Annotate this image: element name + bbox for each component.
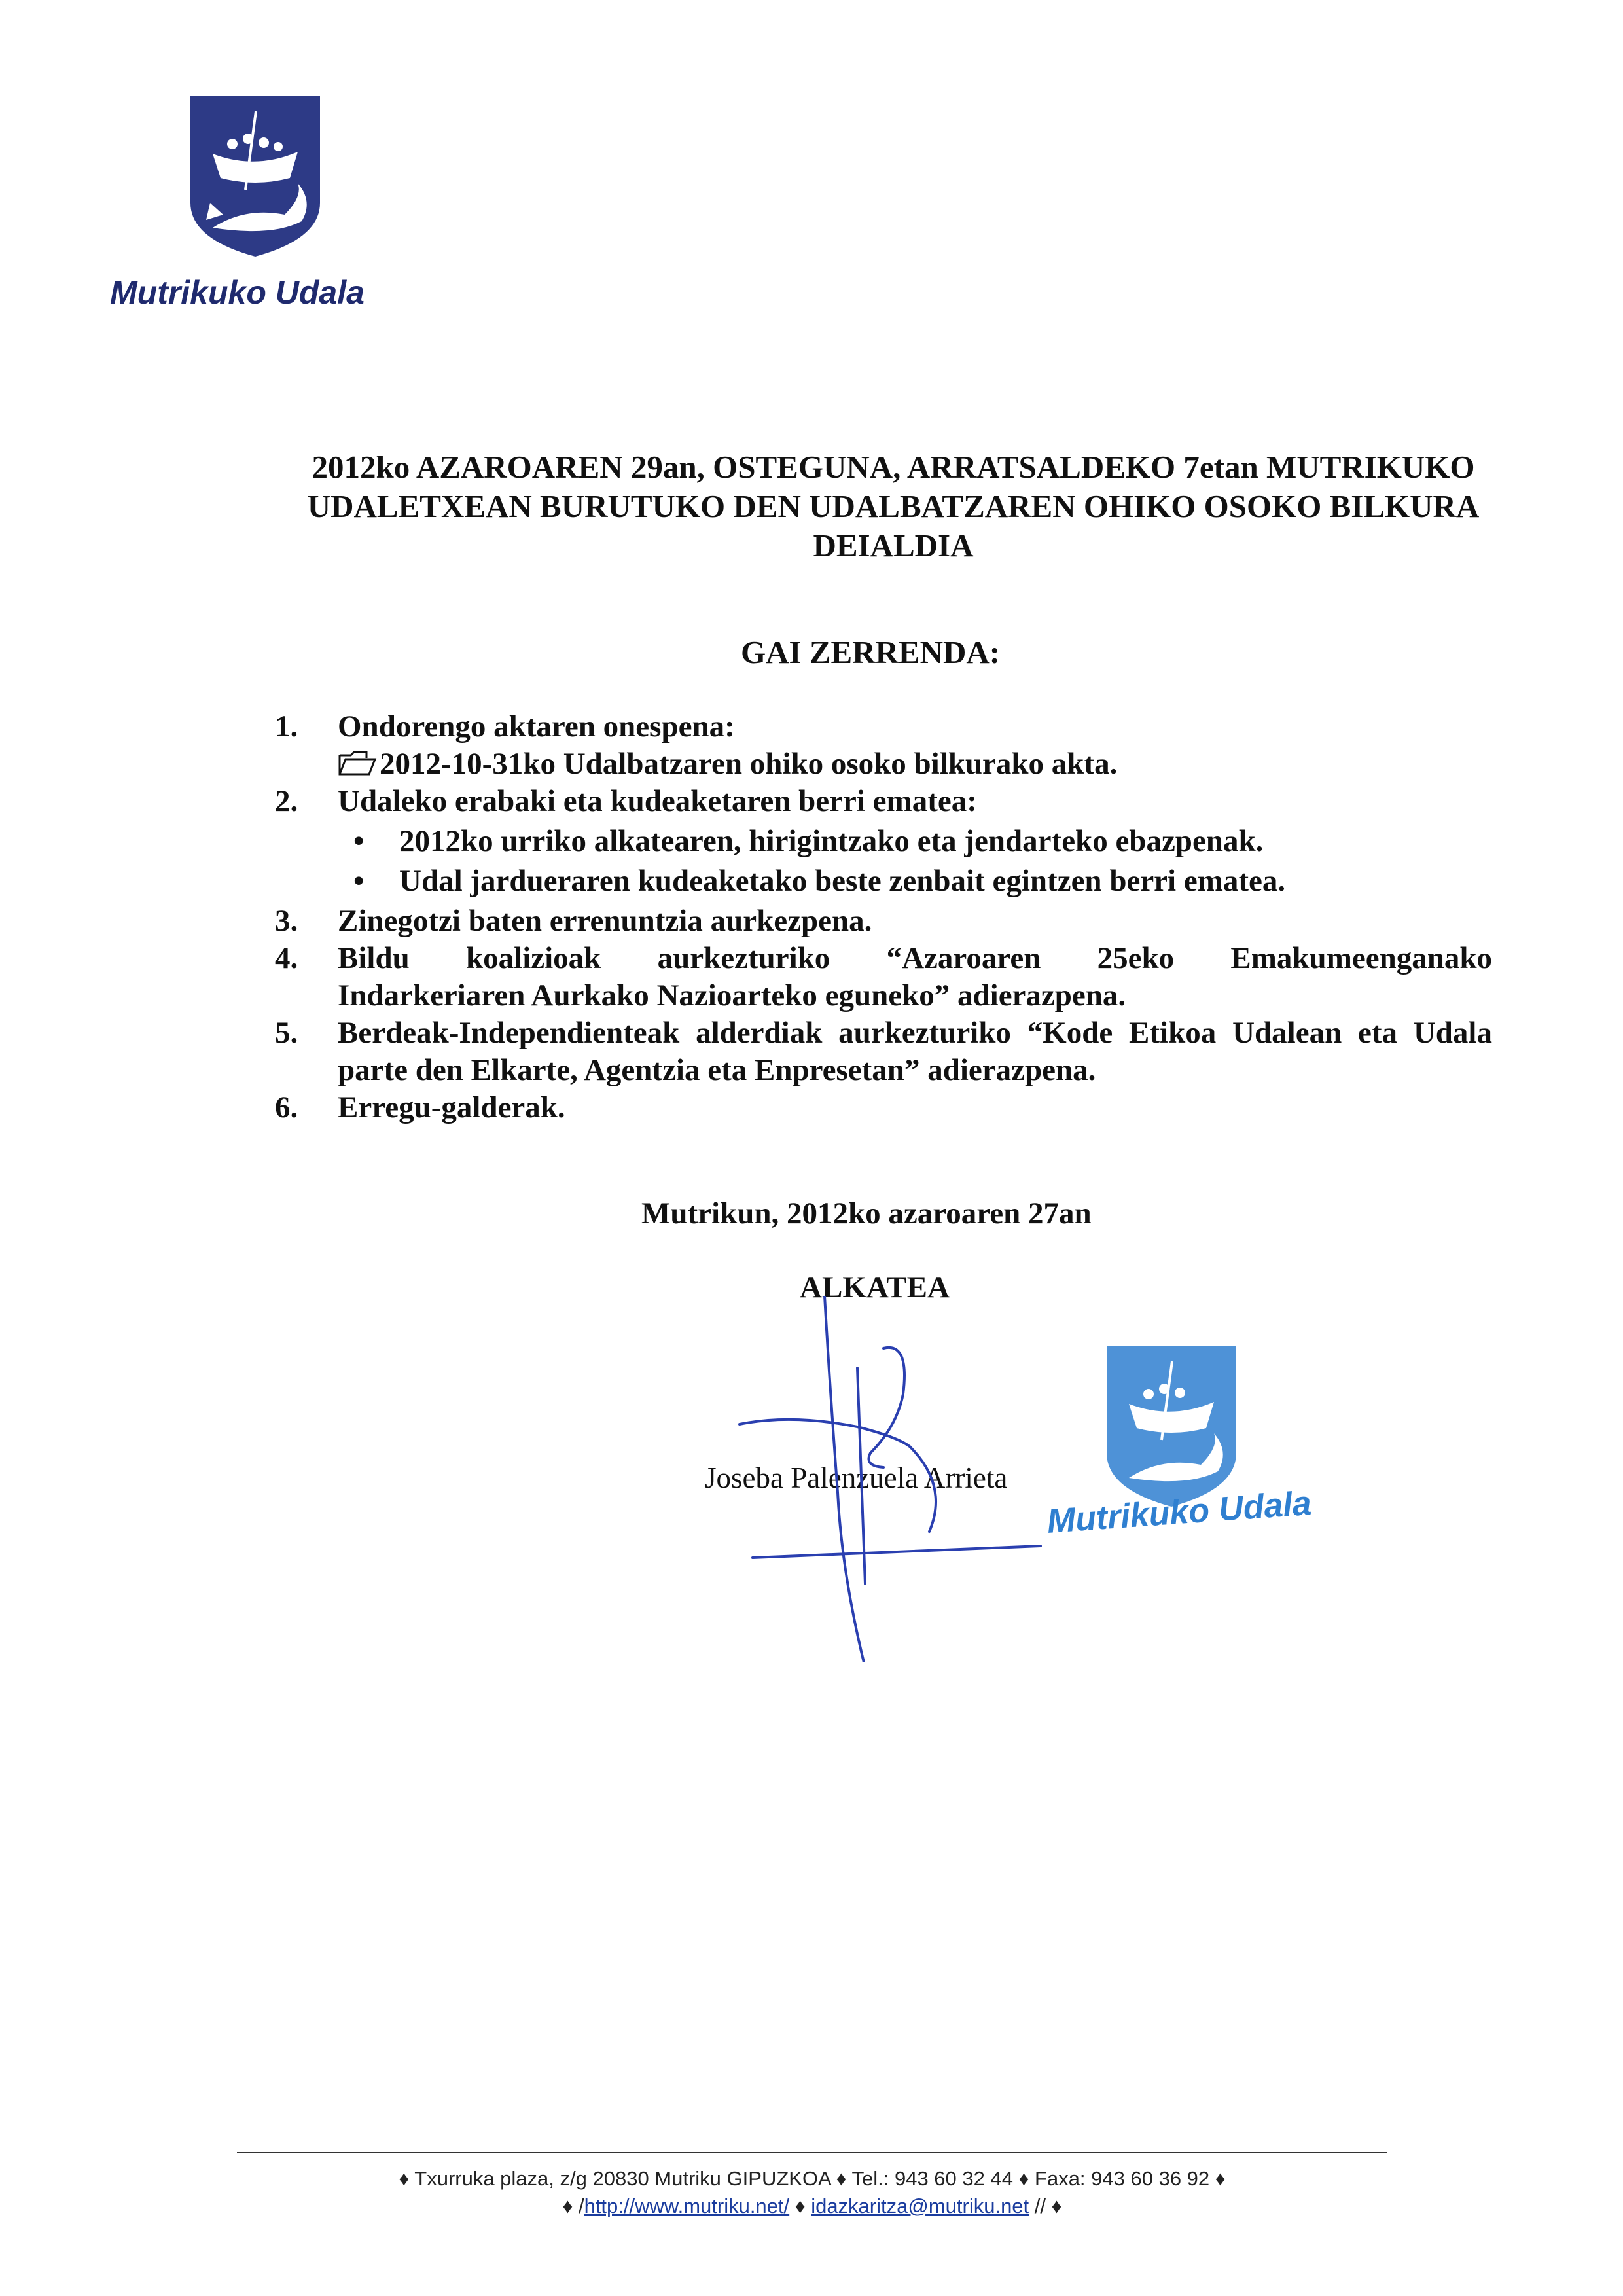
bullet-icon: • <box>353 864 365 898</box>
agenda-item-number: 5. <box>275 1016 298 1050</box>
agenda-subitem-text: Udal jardueraren kudeaketako beste zenbait egintzen berri ematea. <box>399 864 1286 898</box>
folder-icon <box>338 750 377 776</box>
agenda-item <box>275 903 1492 940</box>
website-link[interactable]: http://www.mutriku.net/ <box>584 2195 790 2217</box>
stamp-wordmark: Mutrikuko Udala <box>1045 1484 1313 1541</box>
document-title <box>262 448 1525 565</box>
agenda-subitem-text: 2012ko urriko alkatearen, hirigintzako eta jendarteko ebazpenak. <box>399 824 1264 858</box>
footer-links <box>237 2193 1387 2220</box>
footer-divider <box>237 2152 1387 2153</box>
agenda-item-text: parte den Elkarte, Agentzia eta Enpresetan” adierazpena. <box>338 1053 1096 1087</box>
footer-separator: ♦ / <box>562 2195 584 2217</box>
agenda-item-text: Zinegotzi baten errenuntzia aurkezpena. <box>338 904 872 938</box>
agenda-item-number: 4. <box>275 941 298 975</box>
bullet-icon: • <box>353 824 365 858</box>
agenda-item-text: Bildu koalizioak aurkezturiko “Azaroaren 25eko Emakumeenganako <box>338 941 1492 975</box>
agenda-list <box>275 708 1492 1126</box>
municipal-crest-logo <box>187 92 324 262</box>
signer-name: Joseba Palenzuela Arrieta <box>705 1462 1008 1494</box>
agenda-item-number: 2. <box>275 784 298 818</box>
agenda-subitem <box>338 823 1492 860</box>
footer-address: ♦ Txurruka plaza, z/g 20830 Mutriku GIPUZKOA ♦ Tel.: 943 60 32 44 ♦ Faxa: 943 60 36 92 ♦ <box>399 2167 1226 2190</box>
title-line: UDALETXEAN BURUTUKO DEN UDALBATZAREN OHIKO OSOKO BILKURA <box>307 488 1480 524</box>
agenda-item-number: 3. <box>275 904 298 938</box>
signer-role: ALKATEA <box>800 1270 950 1304</box>
agenda-item <box>275 708 1492 783</box>
handwritten-signature <box>713 1296 1080 1662</box>
agenda-item-text: Udaleko erabaki eta kudeaketaren berri ematea: <box>338 784 977 818</box>
title-line: DEIALDIA <box>813 528 974 564</box>
footer-separator: ♦ <box>789 2195 812 2217</box>
agenda-item-number: 1. <box>275 709 298 744</box>
agenda-subitem <box>338 863 1492 900</box>
agenda-heading: GAI ZERRENDA: <box>740 634 1001 670</box>
footer <box>237 2165 1387 2220</box>
agenda-item-subtext: 2012-10-31ko Udalbatzaren ohiko osoko bilkurako akta. <box>380 747 1118 781</box>
agenda-item <box>275 940 1492 1014</box>
email-link[interactable]: idazkaritza@mutriku.net <box>811 2195 1029 2217</box>
municipal-stamp <box>1103 1342 1240 1512</box>
place-and-date: Mutrikun, 2012ko azaroaren 27an <box>641 1196 1092 1230</box>
agenda-item-number: 6. <box>275 1090 298 1124</box>
footer-separator: // ♦ <box>1029 2195 1062 2217</box>
agenda-item-text: Erregu-galderak. <box>338 1090 565 1124</box>
logo-wordmark: Mutrikuko Udala <box>110 274 365 311</box>
agenda-item <box>275 1014 1492 1089</box>
agenda-item-text: Ondorengo aktaren onespena: <box>338 709 735 744</box>
agenda-item <box>275 783 1492 903</box>
agenda-item <box>275 1089 1492 1126</box>
agenda-item-text: Indarkeriaren Aurkako Nazioarteko eguneko” adierazpena. <box>338 978 1126 1013</box>
agenda-item-text: Berdeak-Independienteak alderdiak aurkezturiko “Kode Etikoa Udalean eta Udala <box>338 1016 1492 1050</box>
title-line: 2012ko AZAROAREN 29an, OSTEGUNA, ARRATSALDEKO 7etan MUTRIKUKO <box>312 449 1475 485</box>
